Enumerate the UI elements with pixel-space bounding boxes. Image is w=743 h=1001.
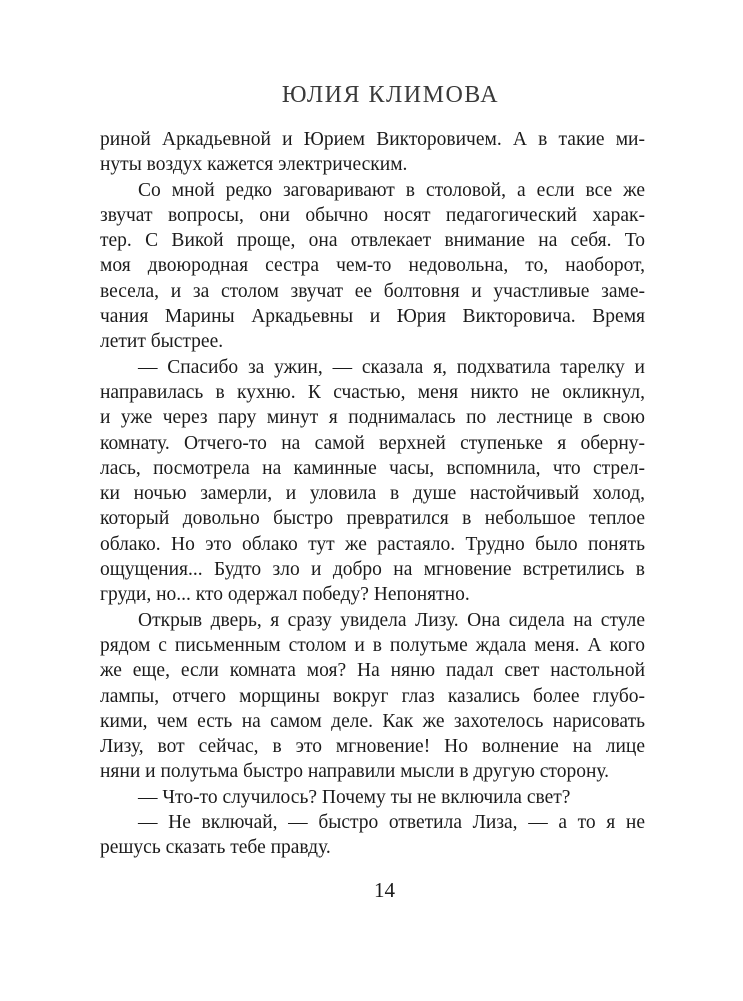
page-number: 14 [374, 878, 395, 902]
text-line: направилась в кухню. К счастью, меня никто не окликнул, [100, 381, 645, 403]
text-line: Со мной редко заговаривают в столовой, а если все же [138, 179, 645, 201]
text-line: звучат вопросы, они обычно носят педагогический харак- [100, 204, 645, 226]
text-line: Открыв дверь, я сразу увидела Лизу. Она сидела на стуле [138, 609, 645, 631]
text-line: комнату. Отчего-то на самой верхней ступеньке я оберну- [100, 432, 645, 454]
text-line: летит быстрее. [100, 331, 224, 353]
text-line: нуты воздух кажется электрическим. [100, 154, 408, 176]
text-line: — Что-то случилось? Почему ты не включила свет? [138, 786, 571, 808]
text-line: тер. С Викой проще, она отвлекает внимание на себя. То [100, 230, 645, 252]
text-line: лампы, отчего морщины вокруг глаз казались более глубо- [100, 685, 645, 707]
text-line: весела, и за столом звучат ее болтовня и участливые заме- [100, 280, 645, 302]
text-line: няни и полутьма быстро направили мысли в другую сторону. [100, 761, 610, 783]
text-line: же еще, если комната моя? На няню падал свет настольной [100, 660, 645, 682]
text-line: — Спасибо за ужин, — сказала я, подхватила тарелку и [138, 356, 645, 378]
text-line: ощущения... Будто зло и добро на мгновение встретились в [100, 559, 645, 581]
text-line: риной Аркадьевной и Юрием Викторовичем. А в такие ми- [100, 129, 645, 150]
text-line: чания Марины Аркадьевны и Юрия Викторовича. Время [100, 306, 645, 328]
running-header: ЮЛИЯ КЛИМОВА [281, 82, 500, 108]
text-line: лась, посмотрела на каминные часы, вспомнила, что стрел- [100, 457, 645, 479]
text-line: ки ночью замерли, и уловила в душе настойчивый холод, [100, 483, 645, 505]
text-line: облако. Но это облако тут же растаяло. Трудно было понять [100, 533, 645, 555]
text-line: Лизу, вот сейчас, в это мгновение! Но волнение на лице [100, 736, 645, 758]
text-line: рядом с письменным столом и в полутьме ждала меня. А кого [100, 634, 645, 656]
text-line: кими, чем есть на самом деле. Как же захотелось нарисовать [100, 710, 645, 732]
text-line: решусь сказать тебе правду. [100, 837, 331, 859]
text-line: груди, но... кто одержал победу? Непонятно. [100, 584, 470, 606]
text-line: который довольно быстро превратился в небольшое теплое [100, 508, 645, 530]
text-line: — Не включай, — быстро ответила Лиза, — а то я не [138, 812, 645, 834]
text-line: моя двоюродная сестра чем-то недовольна, то, наоборот, [100, 255, 645, 277]
body-text [100, 127, 645, 861]
text-line: и уже через пару минут я поднималась по лестнице в свою [100, 407, 645, 429]
